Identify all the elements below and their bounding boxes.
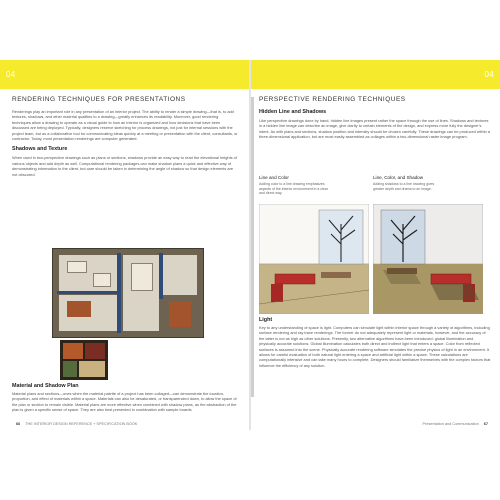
- section-title: RENDERING TECHNIQUES FOR PRESENTATIONS: [12, 96, 186, 103]
- material-swatch-image: [60, 340, 108, 380]
- right-page: [251, 60, 500, 430]
- intro-paragraph: Renderings play an important role in any presentation of an interior project. The ability to render a simple drawing—that is, to add textures, shadows, and other material qualities to a drawing—greatly enhances its readability. Moreover, good rendering techniques allow a drawing to operate as a visual guide to how an interior is organized and how decisions that have been discussed are being deployed. Typically, designers reserve sketching for process drawings, not just for internal sessions with the project team, but as a collaborative tool for communicating ideas quickly at a meeting or presentation with the client, consultants, or contractor. Today, most presentation renderings are computer generated.: [12, 109, 238, 142]
- left-column: [12, 96, 238, 180]
- chapter-number: 04: [6, 70, 16, 79]
- shadow-heading: Shadows and Texture: [12, 146, 68, 153]
- material-heading: Material and Shadow Plan: [12, 383, 79, 389]
- shadow-paragraph: When used in two-perspective drawings such as plans or sections, shadows provide an easy way to read the elevational heights of various objects and add depth as well. Computational rendering packages can make shadow plans a quick and effective way of demonstrating information to the client, but care should be taken in determining the angle of shadow so that design elements are not obscured.: [12, 155, 237, 177]
- chapter-band: [251, 60, 500, 89]
- light-paragraph: Key to any understanding of space is light. Computers can simulate light within interior space through a variety of algorithms, including surface rendering and ray trace renderings. The former do not adequately represent light or materials, however, and the accuracy of the latter is not as high as other solutions. Presently, two alternative algorithms have been introduced: global illumination and physically accurate solutions. Global illumination calculates both direct and indirect light that enters a space. Color from reflected surfaces is assumed into the scene. Physically accurate rendering software simulates the precise physics of light in an environment. It allows for careful evaluation of both natural light entering a space and artificial light within a space. These calculations are computationally intensive and can take many hours to complete. Designers should familiarize themselves with the complex factors that influence the efficiency of any solution.: [259, 325, 491, 368]
- page-number: 66: [16, 422, 21, 426]
- right-folio: [423, 422, 492, 426]
- material-paragraph: Material plans and sections—ones when the material palette of a project has been collaged—can demonstrate the location, proportion, and effect of materials within a space. Materials can also be desaturated, or transparencied down, to allow the space of the plan or section to remain visible. Material plans are more effective when combined with shadow plans, as the abstraction of the plan is given a specific sense of space. They are also best presented in combination with sample boards.: [12, 391, 237, 413]
- section-title: PERSPECTIVE RENDERING TECHNIQUES: [259, 96, 406, 103]
- shadow-plan-image: [52, 248, 204, 338]
- running-title: THE INTERIOR DESIGN REFERENCE + SPECIFICATION BOOK: [25, 422, 138, 426]
- sidebar-rule: [251, 97, 254, 397]
- left-folio: [12, 422, 137, 426]
- hidden-line-heading: Hidden Line and Shadows: [259, 109, 327, 115]
- running-title: Presentation and Communication: [422, 422, 479, 426]
- left-page: [0, 60, 249, 430]
- right-column: [259, 96, 491, 143]
- light-heading: Light: [259, 317, 273, 323]
- fig-a-caption: Adding color to a line drawing emphasizes aspects of the interior environment in a clear and direct way.: [259, 182, 328, 196]
- chapter-band: [0, 60, 249, 89]
- hidden-line-paragraph: Like perspective drawings done by hand, hidden line images present rather the space through the use of lines. Shadows and textures in a hidden line image can describe an image, give clarity to certain elements of the design, and express more fully the designer's intent. As with plans and sections, shadow position and intensity should be chosen carefully. These drawings can be produced within a three-dimensional application, but are most easily assembled as collages within a two-dimensional raster image program.: [259, 118, 491, 140]
- fig-b-caption: Adding shadows to a line drawing gives greater depth and drama to an image.: [373, 182, 435, 191]
- book-spread: [0, 60, 500, 430]
- fig-b-label: Line, Color, and Shadow: [373, 175, 424, 180]
- page-number: 67: [483, 422, 488, 426]
- line-color-rendering: [259, 204, 369, 314]
- chapter-number: 04: [484, 70, 494, 79]
- fig-a-label: Line and Color: [259, 175, 289, 180]
- line-color-shadow-rendering: [373, 204, 483, 314]
